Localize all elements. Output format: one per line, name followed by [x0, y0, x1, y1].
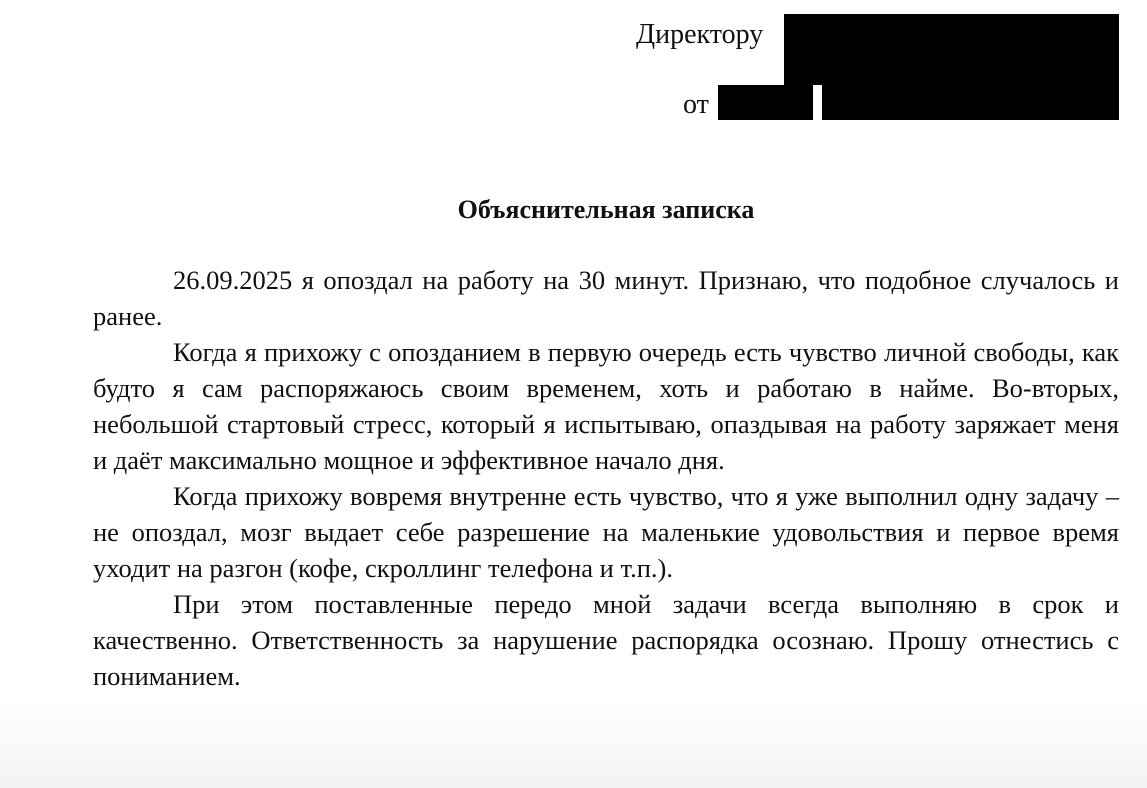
redacted-director-name-cont-2 — [822, 51, 1119, 85]
paragraph-1: 26.09.2025 я опоздал на работу на 30 минут. Признаю, что подобное случалось и ранее. — [93, 265, 1119, 331]
redacted-sender-name — [718, 85, 813, 120]
sender-label: от — [683, 89, 709, 120]
document-body — [93, 262, 1119, 694]
paragraph-3: Когда прихожу вовремя внутренне есть чувство, что я уже выполнил одну задачу – не опоздал, мозг выдает себе разрешение на маленькие удовольствия и первое время уходит на разгон (кофе, скроллинг телефона и т.п.). — [93, 481, 1119, 583]
redacted-sender-position — [822, 85, 1119, 120]
redacted-director-name — [784, 14, 1119, 51]
paragraph-2: Когда я прихожу с опозданием в первую очередь есть чувство личной свободы, как будто я сам распоряжаюсь своим временем, хоть и работаю в найме. Во-вторых, небольшой стартовый стресс, который я испытываю, опаздывая на работу заряжает меня и даёт максимально мощное и эффективное начало дня. — [93, 337, 1119, 475]
paragraph-4: При этом поставленные передо мной задачи всегда выполняю в срок и качественно. Ответственность за нарушение распорядка осознаю. Прошу отнестись с пониманием. — [93, 589, 1119, 691]
addressee-label: Директору — [636, 19, 764, 50]
document-title: Объяснительная записка — [457, 195, 755, 224]
